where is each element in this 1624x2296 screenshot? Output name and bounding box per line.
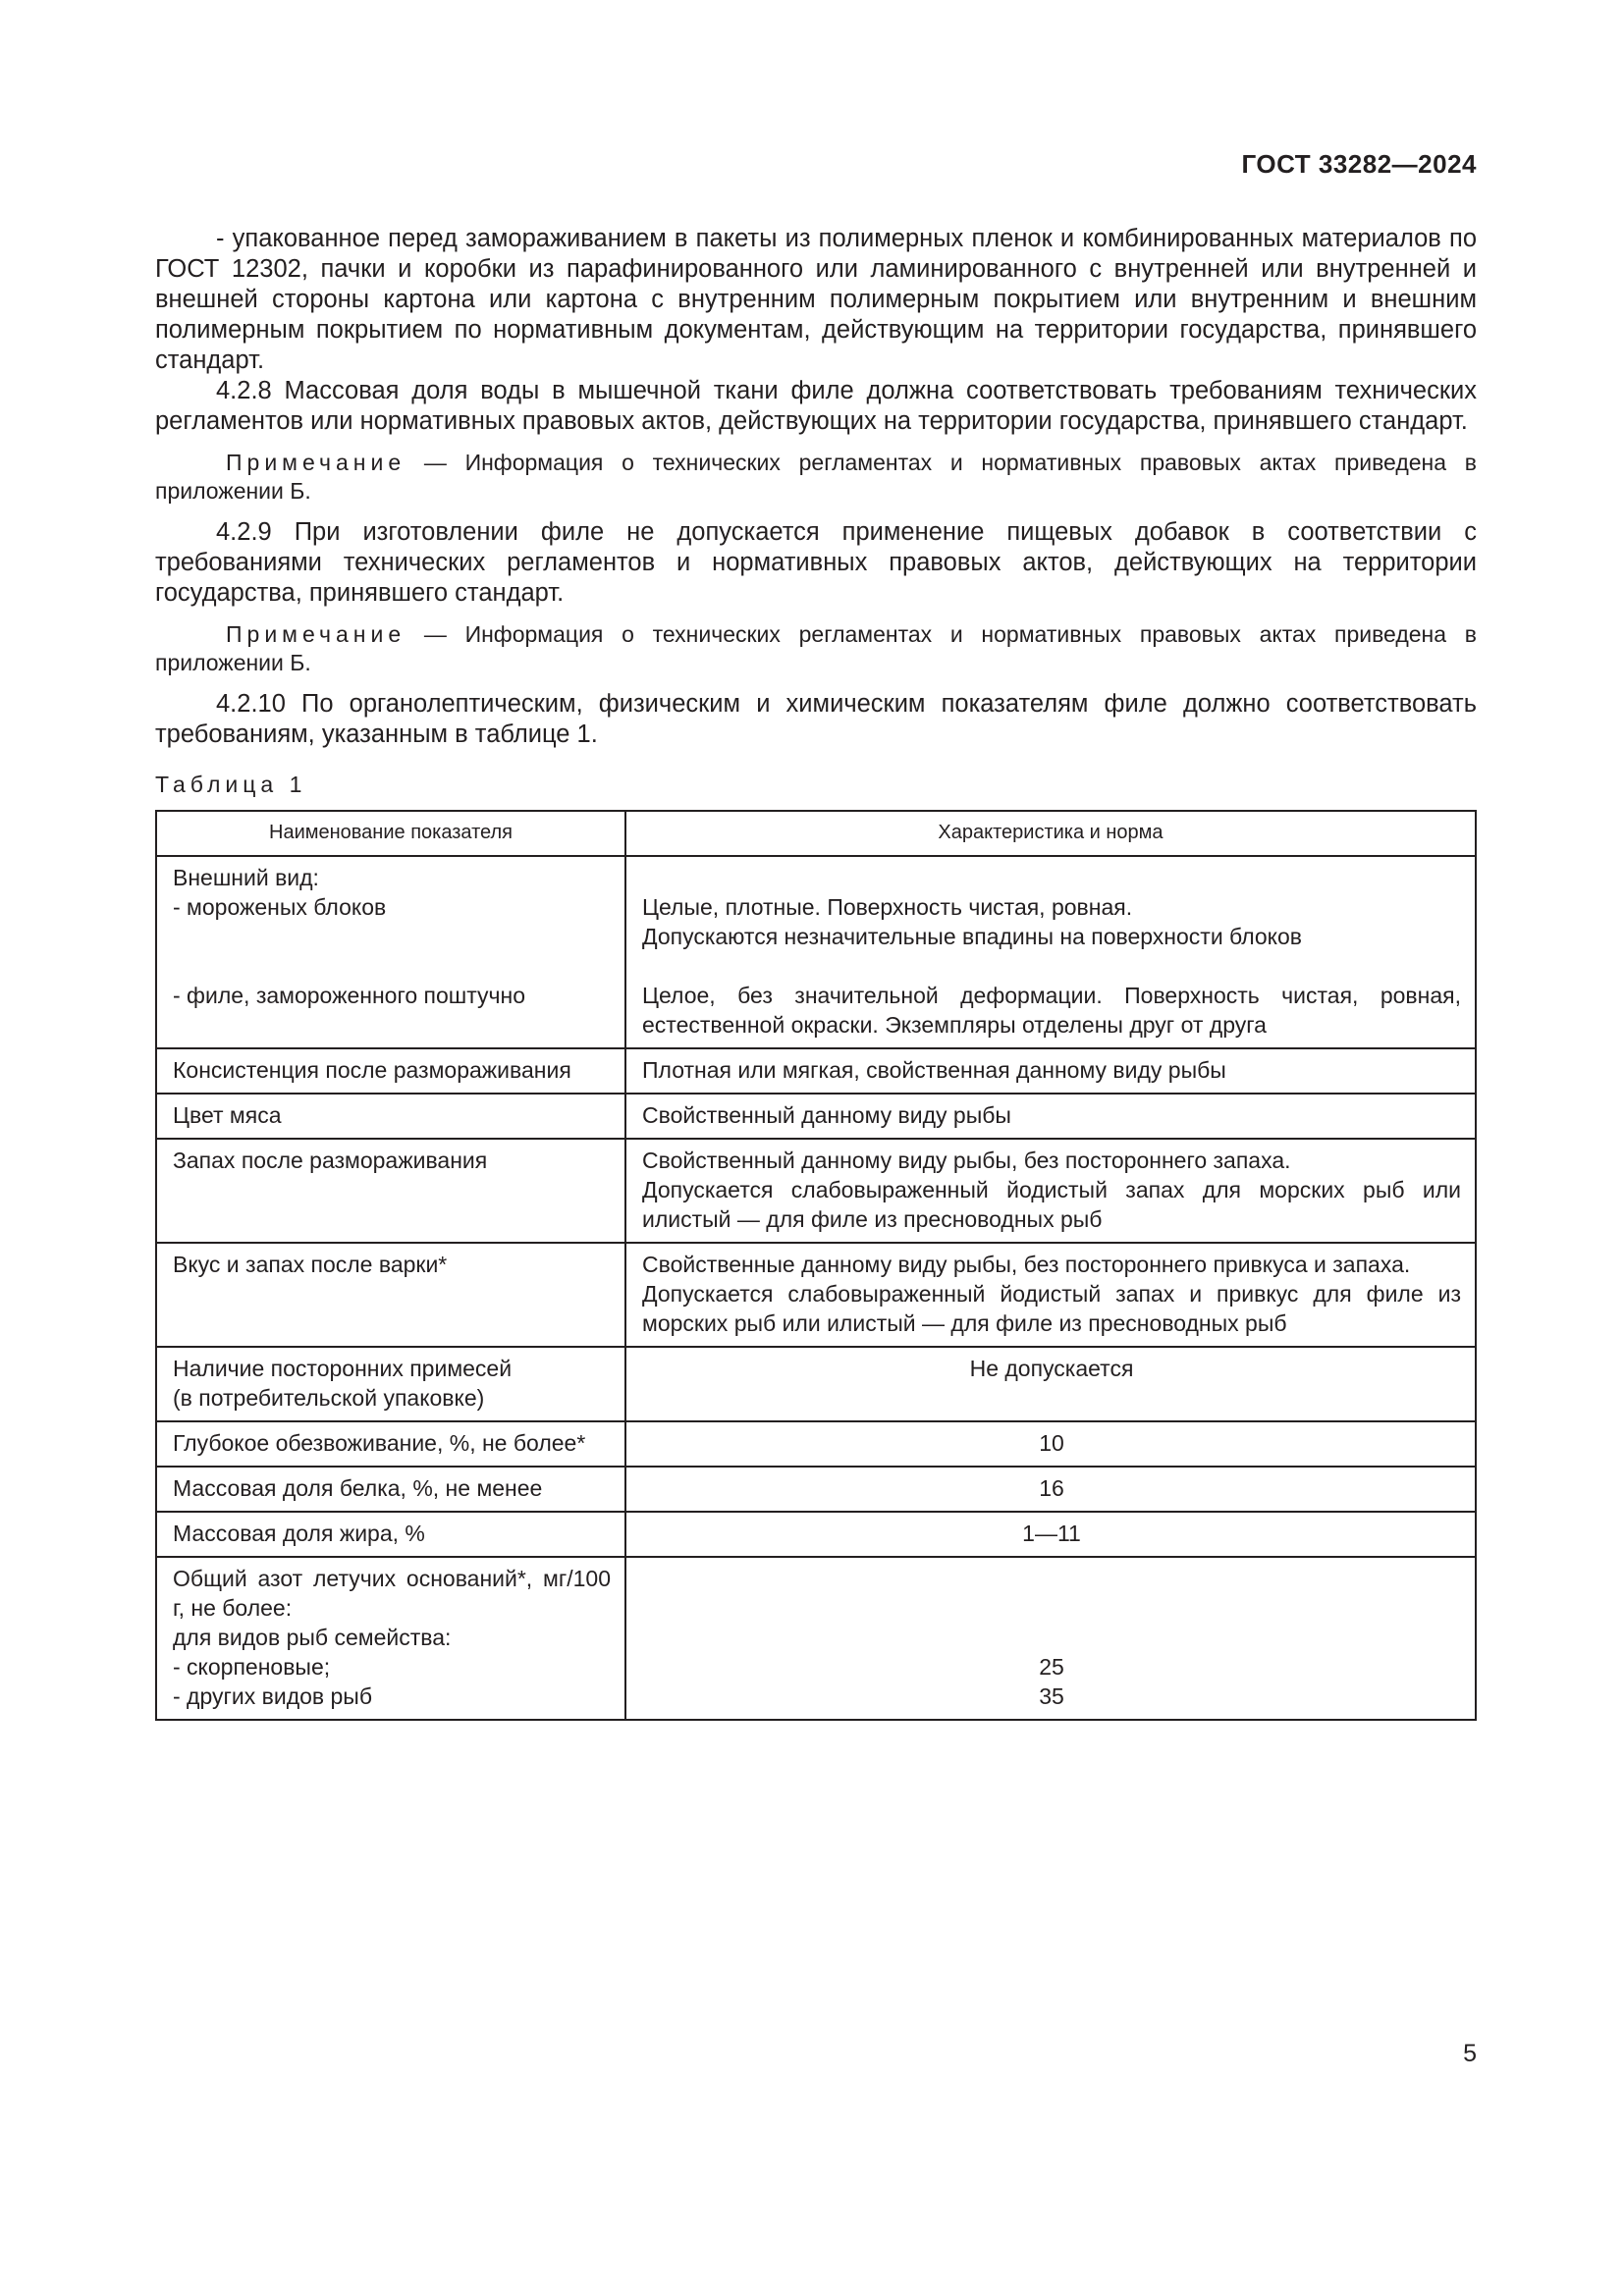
table-row	[156, 1243, 1476, 1347]
note-text: — Информация о технических регламентах и нормативных правовых актах приведена в приложении Б.	[155, 450, 1477, 504]
row-value: Свойственный данному виду рыбы	[625, 1094, 1476, 1139]
document-body	[155, 224, 1477, 1721]
table-row	[156, 1347, 1476, 1421]
paragraph-4-2-10: 4.2.10 По органолептическим, физическим и химическим показателям филе должно соответствовать требованиям, указанным в таблице 1.	[155, 690, 1477, 748]
table-row	[156, 1512, 1476, 1557]
note-label: Примечание	[226, 450, 406, 475]
paragraph-4-2-9: 4.2.9 При изготовлении филе не допускается применение пищевых добавок в соответствии с требованиями технических регламентов и нормативных правовых актов, действующих на территории государства, принявшего стандарт.	[155, 518, 1477, 607]
label-nitrogen-b: для видов рыб семейства:	[173, 1625, 452, 1650]
label-frozen-blocks: - мороженых блоков	[173, 894, 387, 920]
table-row	[156, 1557, 1476, 1720]
paragraph-packaging: - упакованное перед замораживанием в пакеты из полимерных пленок и комбинированных материалов по ГОСТ 12302, пачки и коробки из парафинированного или ламинированного с внутренней или внутренней и внешней стороны картона или картона с внутренним полимерным покрытием или внутренним и внешним полимерным покрытием по нормативным документам, действующим на территории государства, принявшего стандарт.	[155, 225, 1477, 374]
row-value	[625, 1139, 1476, 1243]
label-nitrogen-c: - скорпеновые;	[173, 1654, 331, 1680]
row-value: 16	[625, 1467, 1476, 1512]
row-label: Консистенция после размораживания	[156, 1048, 625, 1094]
note-1	[155, 449, 1477, 506]
note-text: — Информация о технических регламентах и нормативных правовых актах приведена в приложении Б.	[155, 621, 1477, 675]
value-nitrogen-d: 35	[1039, 1683, 1064, 1709]
label-nitrogen-d: - других видов рыб	[173, 1683, 373, 1709]
requirements-table	[155, 810, 1477, 1721]
row-label	[156, 1347, 625, 1421]
column-header-norm: Характеристика и норма	[625, 811, 1476, 856]
table-row	[156, 856, 1476, 1048]
label-appearance: Внешний вид:	[173, 865, 319, 890]
label-impurities-b: (в потребительской упаковке)	[173, 1385, 485, 1411]
value-smell-b: Допускается слабовыраженный йодистый запах для морских рыб или илистый — для филе из пресноводных рыб	[642, 1177, 1461, 1232]
value-taste-a: Свойственные данному виду рыбы, без постороннего привкуса и запаха.	[642, 1252, 1411, 1277]
row-label: Запах после размораживания	[156, 1139, 625, 1243]
row-label: Цвет мяса	[156, 1094, 625, 1139]
value-blocks-a: Целые, плотные. Поверхность чистая, ровная.	[642, 894, 1133, 920]
table-header-row	[156, 811, 1476, 856]
table-row	[156, 1094, 1476, 1139]
row-value: Плотная или мягкая, свойственная данному виду рыбы	[625, 1048, 1476, 1094]
value-smell-a: Свойственный данному виду рыбы, без постороннего запаха.	[642, 1148, 1291, 1173]
paragraph-4-2-8: 4.2.8 Массовая доля воды в мышечной ткани филе должна соответствовать требованиям технических регламентов или нормативных правовых актов, действующих на территории государства, принявшего стандарт.	[155, 377, 1477, 435]
row-value: Не допускается	[625, 1347, 1476, 1421]
row-value	[625, 856, 1476, 1048]
label-individually-frozen: - филе, замороженного поштучно	[173, 983, 525, 1008]
row-label: Глубокое обезвоживание, %, не более*	[156, 1421, 625, 1467]
value-blocks-b: Допускаются незначительные впадины на поверхности блоков	[642, 924, 1302, 949]
note-label: Примечание	[226, 621, 406, 647]
column-header-indicator: Наименование показателя	[156, 811, 625, 856]
value-nitrogen-c: 25	[1039, 1654, 1064, 1680]
label-impurities-a: Наличие посторонних примесей	[173, 1356, 513, 1381]
table-row	[156, 1048, 1476, 1094]
table-row	[156, 1421, 1476, 1467]
row-label: Вкус и запах после варки*	[156, 1243, 625, 1347]
label-nitrogen-a: Общий азот летучих оснований*, мг/100 г, не более:	[173, 1566, 611, 1621]
row-value	[625, 1243, 1476, 1347]
value-individually-frozen: Целое, без значительной деформации. Поверхность чистая, ровная, естественной окраски. Экземпляры отделены друг от друга	[642, 983, 1461, 1038]
row-label: Массовая доля жира, %	[156, 1512, 625, 1557]
row-label: Массовая доля белка, %, не менее	[156, 1467, 625, 1512]
table-row	[156, 1467, 1476, 1512]
table-caption: Таблица 1	[155, 772, 307, 797]
value-taste-b: Допускается слабовыраженный йодистый запах и привкус для филе из морских рыб или илистый — для филе из пресноводных рыб	[642, 1281, 1461, 1336]
note-2	[155, 620, 1477, 677]
row-value: 10	[625, 1421, 1476, 1467]
row-label	[156, 856, 625, 1048]
row-label	[156, 1557, 625, 1720]
page-number: 5	[1463, 2040, 1477, 2067]
document-header: ГОСТ 33282—2024	[1241, 149, 1477, 179]
table-row	[156, 1139, 1476, 1243]
row-value	[625, 1557, 1476, 1720]
row-value: 1—11	[625, 1512, 1476, 1557]
